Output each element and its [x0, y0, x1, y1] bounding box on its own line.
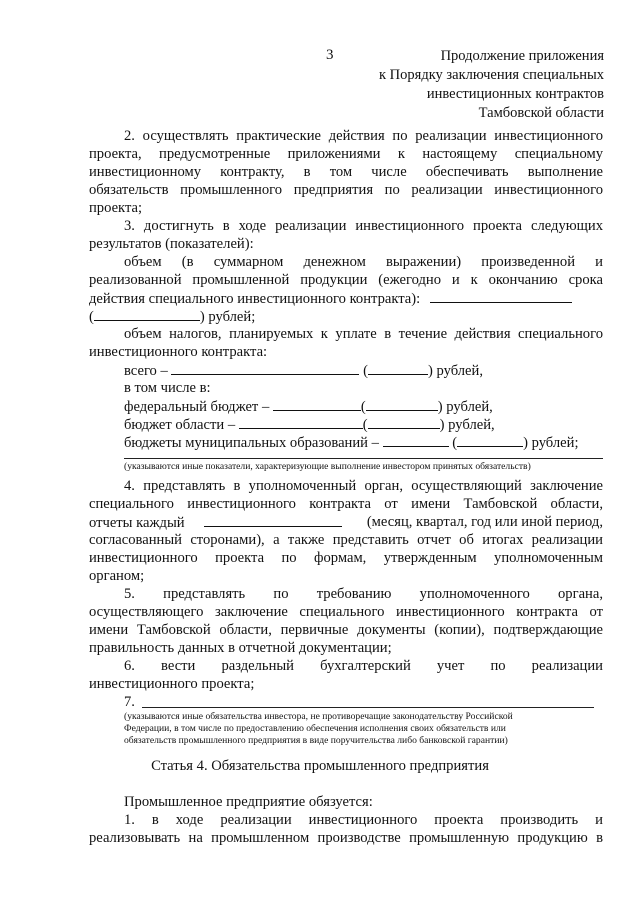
page-number: 3 [326, 47, 334, 63]
blank-field[interactable] [273, 397, 361, 411]
text-line: инвестиционного проекта; [89, 676, 255, 692]
text-line: органом; [89, 568, 145, 584]
text-line: проекта, предусмотренные приложениями к настоящему специальному [89, 146, 603, 162]
text-line: Промышленное предприятие обязуется: [124, 794, 373, 810]
blank-field[interactable] [457, 433, 523, 447]
text-line: результатов (показателей): [89, 236, 254, 252]
text-fragment: (месяц, квартал, год или иной период, [366, 514, 603, 530]
text-line: бюджет области – ( ) рублей, [124, 417, 495, 433]
text-line: проекта; [89, 200, 143, 216]
blank-field[interactable] [171, 361, 359, 375]
blank-line[interactable] [124, 458, 603, 459]
text-line: ( ) рублей; [89, 309, 256, 325]
text-line: всего – ( ) рублей, [124, 363, 483, 379]
text-line [124, 693, 638, 711]
header-line: инвестиционных контрактов [426, 86, 604, 102]
footnote-text: обязательств промышленного предприятия в виде поручительства либо банковской гарантии) [124, 735, 508, 746]
footnote-text: (указываются иные показатели, характеризующие выполнение инвестором принятых обязательств) [124, 461, 531, 472]
header-line: Продолжение приложения [440, 48, 604, 64]
text-line: инвестиционному контракту, в том числе обеспечивать выполнение [89, 164, 603, 180]
blank-field[interactable] [430, 289, 572, 303]
footnote-text: Федерации, в том числе по предоставлению обеспечения исполнения своих обязательств или [124, 723, 506, 734]
section-title: Статья 4. Обязательства промышленного предприятия [151, 758, 489, 774]
appendix-header [379, 47, 604, 123]
text-line: 5. представлять по требованию уполномоченного органа, [124, 586, 603, 602]
text-fragment: всего – [124, 363, 168, 379]
blank-field[interactable] [368, 361, 428, 375]
text-line [89, 513, 603, 532]
text-line: 6. вести раздельный бухгалтерский учет по реализации [124, 658, 603, 674]
text-line: объем (в суммарном денежном выражении) произведенной и [124, 254, 603, 270]
text-fragment: ) рублей; [199, 309, 256, 325]
text-line: специального инвестиционного контракта от имени Тамбовской области, [89, 496, 603, 512]
blank-field[interactable] [239, 415, 363, 429]
text-line: обязательств промышленного предприятия по реализации инвестиционного [89, 182, 603, 198]
text-line: согласованный сторонами), а также представить отчет об итогах реализации [89, 532, 603, 548]
blank-field[interactable] [204, 513, 342, 527]
blank-line[interactable] [142, 707, 594, 708]
blank-field[interactable] [368, 415, 440, 429]
text-line: федеральный бюджет – ( ) рублей, [124, 399, 493, 415]
text-fragment: ) рублей, [439, 417, 495, 433]
text-line: осуществляющего заключение специального инвестиционного контракта от [89, 604, 603, 620]
text-line: инвестиционного проекта по формам, утвержденным уполномоченным [89, 550, 603, 566]
text-line: имени Тамбовской области, первичные документы (копии), подтверждающие [89, 622, 603, 638]
text-line: в том числе в: [124, 380, 211, 396]
text-line: 2. осуществлять практические действия по реализации инвестиционного [124, 128, 603, 144]
text-fragment: ) рублей, [427, 363, 483, 379]
text-line: 3. достигнуть в ходе реализации инвестиционного проекта следующих [124, 218, 603, 234]
text-line: бюджеты муниципальных образований – ( ) рублей; [124, 435, 579, 451]
text-line: реализовывать на промышленном производстве промышленную продукцию в [89, 830, 603, 846]
text-fragment: отчеты каждый [89, 515, 185, 531]
text-fragment: федеральный бюджет – [124, 399, 270, 415]
text-line: правильность данных в отчетной документации; [89, 640, 392, 656]
header-line: Тамбовской области [478, 105, 604, 121]
text-fragment: бюджеты муниципальных образований – [124, 435, 379, 451]
text-line: инвестиционного контракта: [89, 344, 268, 360]
text-fragment: ) рублей; [523, 435, 579, 451]
text-fragment: действия специального инвестиционного контракта): [89, 291, 421, 307]
text-line: объем налогов, планируемых к уплате в течение действия специального [124, 326, 603, 342]
text-fragment: ) рублей, [437, 399, 493, 415]
footnote-text: (указываются иные обязательства инвестора, не противоречащие законодательству Российской [124, 711, 513, 722]
header-line: к Порядку заключения специальных [379, 67, 604, 83]
text-fragment: 7. [124, 694, 135, 710]
blank-field[interactable] [94, 307, 200, 321]
text-line [89, 289, 603, 308]
text-fragment: бюджет области – [124, 417, 236, 433]
text-line: реализованной промышленной продукции (ежегодно и к окончанию срока [89, 272, 603, 288]
blank-field[interactable] [383, 433, 449, 447]
blank-field[interactable] [366, 397, 438, 411]
text-line: 4. представлять в уполномоченный орган, осуществляющий заключение [124, 478, 603, 494]
text-line: 1. в ходе реализации инвестиционного проекта производить и [124, 812, 603, 828]
